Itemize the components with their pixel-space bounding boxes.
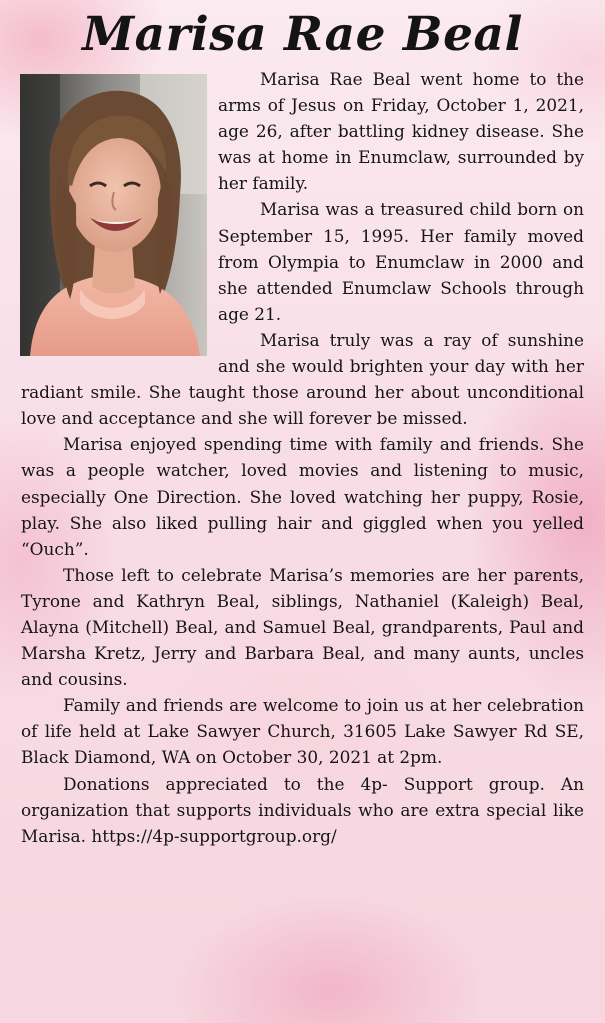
obituary-paragraph: Marisa was a treasured child born on September 15, 1995. Her family moved from Olympia to Enumclaw in 2000 and she attended Enumclaw Schools through age 21.	[218, 199, 584, 324]
obituary-paragraph: Marisa Rae Beal went home to the arms of Jesus on Friday, October 1, 2021, age 26, after battling kidney disease. She was at home in Enumclaw, surrounded by her family.	[218, 69, 584, 194]
obituary-paragraph: Marisa truly was a ray of sunshine and she would brighten your day with her radiant smile. She taught those around her about unconditional love and acceptance and she will forever be missed.	[21, 329, 584, 429]
obituary-title: Marisa Rae Beal	[82, 7, 523, 62]
photo-wrap-spacer	[21, 66, 218, 362]
obituary-paragraph: Family and friends are welcome to join us at her celebration of life held at Lake Sawyer Church, 31605 Lake Sawyer Rd SE, Black Diamond, WA on October 30, 2021 at 2pm.	[21, 695, 584, 768]
obituary-body	[21, 66, 584, 849]
obituary-paragraph: Donations appreciated to the 4p- Support group. An organization that supports individuals who are extra special like Marisa. https://4p-supportgroup.org/	[21, 773, 584, 846]
obituary-paragraph: Those left to celebrate Marisa’s memories are her parents, Tyrone and Kathryn Beal, siblings, Nathaniel (Kaleigh) Beal, Alayna (Mitchell) Beal, and Samuel Beal, grandparents, Paul and Marsha Kretz, Jerry and Barbara Beal, and many aunts, uncles and cousins.	[21, 564, 584, 690]
obituary-paragraph: Marisa enjoyed spending time with family and friends. She was a people watcher, loved movies and listening to music, especially One Direction. She loved watching her puppy, Rosie, play. She also liked pulling hair and giggled when you yelled “Ouch”.	[21, 434, 584, 559]
